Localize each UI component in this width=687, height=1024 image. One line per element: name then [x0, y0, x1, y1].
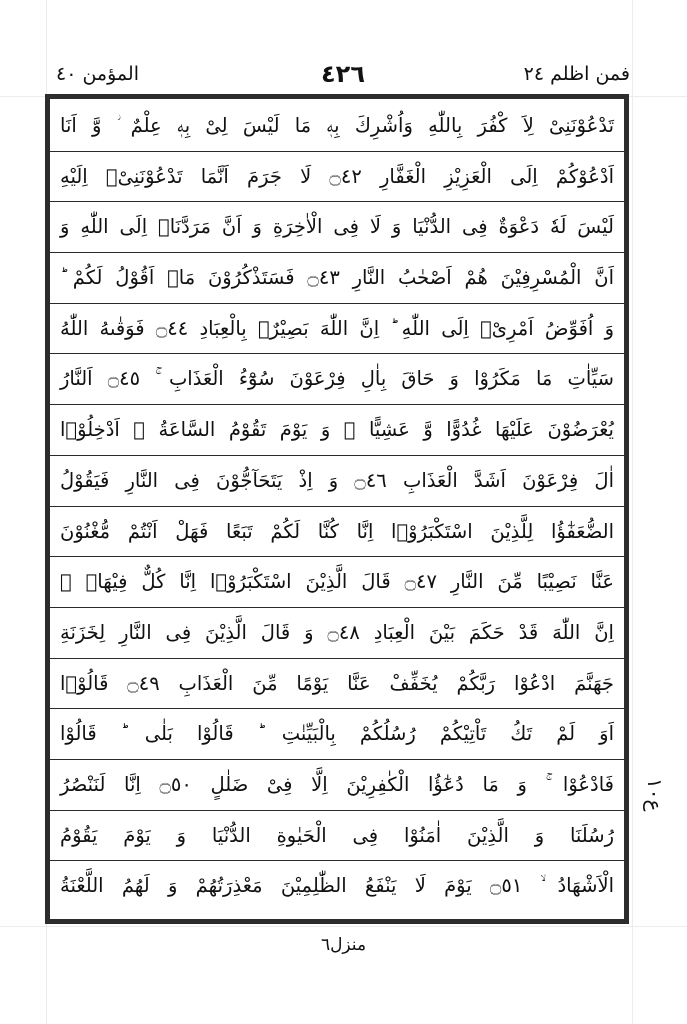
- text-line: الْاَشْهَادُ ۙ ۝٥١ یَوْمَ لَا یَنْفَعُ الظّٰلِمِیْنَ مَعْذِرَتُهُمْ وَ لَهُمُ اللَّعْنَةُ: [60, 874, 614, 898]
- ruku-marker: ع١٠: [643, 778, 667, 812]
- manzil-label: منزل٦: [320, 935, 367, 955]
- text-line: اِنَّ اللّٰهَ قَدْ حَكَمَ بَیْنَ الْعِبَادِ ۝٤٨ وَ قَالَ الَّذِیْنَ فِی النَّارِ لِخَزَنَةِ: [50, 608, 624, 659]
- surah-label: المؤمن ٤٠: [56, 63, 139, 85]
- text-line: یُعْرَضُوْنَ عَلَیْهَا غُدُوًّا وَّ عَشِیًّا ۚ وَ یَوْمَ تَقُوْمُ السَّاعَةُ ۫ اَدْخِلُوْۤا: [50, 405, 624, 456]
- text-line: فَادْعُوْا ۚ وَ مَا دُعٰٓؤُا الْكٰفِرِیْنَ اِلَّا فِیْ ضَلٰلٍ ۝٥٠ اِنَّا لَنَنْصُرُ: [50, 760, 624, 811]
- page-header: [50, 58, 636, 90]
- text-line: تَدْعُوْنَنِیْ لِاَ كْفُرَ بِاللّٰهِ وَاُشْرِكَ بِهٖ مَا لَیْسَ لِیْ بِهٖ عِلْمٌ ؗ وَّ اَنَا: [50, 101, 624, 152]
- juz-label: فمن اظلم ٢٤: [523, 63, 630, 85]
- text-line: اٰلَ فِرْعَوْنَ اَشَدَّ الْعَذَابِ ۝٤٦ وَ اِذْ یَتَحَآجُّوْنَ فِی النَّارِ فَیَقُوْلُ: [50, 456, 624, 507]
- text-line: رُسُلَنَا وَ الَّذِیْنَ اٰمَنُوْا فِی الْحَیٰوةِ الدُّنْیَا وَ یَوْمَ یَقُوْمُ: [50, 811, 624, 862]
- text-line: سَیِّاٰتِ مَا مَكَرُوْا وَ حَاقَ بِاٰلِ فِرْعَوْنَ سُوْٓءُ الْعَذَابِ ۚ ۝٤٥ اَلنَّارُ: [50, 354, 624, 405]
- text-line: اَدْعُوْكُمْ اِلَى الْعَزِیْزِ الْغَفَّارِ ۝٤٢ لَا جَرَمَ اَنَّمَا تَدْعُوْنَنِیْۤ اِلَیْهِ: [50, 152, 624, 203]
- text-frame: [45, 94, 629, 924]
- text-line: وَ اُفَوِّضُ اَمْرِیْۤ اِلَى اللّٰهِ ؕ اِنَّ اللّٰهَ بَصِیْرٌۢ بِالْعِبَادِ ۝٤٤ فَوَقٰىهُ اللّٰهُ: [50, 304, 624, 355]
- text-line: اَنَّ الْمُسْرِفِیْنَ هُمْ اَصْحٰبُ النَّارِ ۝٤٣ فَسَتَذْكُرُوْنَ مَاۤ اَقُوْلُ لَكُمْ ؕ: [50, 253, 624, 304]
- text-line: اَوَ لَمْ تَكُ تَاْتِیْكُمْ رُسُلُكُمْ بِالْبَیِّنٰتِ ؕ قَالُوْا بَلٰى ؕ قَالُوْا: [50, 709, 624, 760]
- page-number: ٤٢٦: [321, 60, 365, 88]
- text-line: عَنَّا نَصِیْبًا مِّنَ النَّارِ ۝٤٧ قَالَ الَّذِیْنَ اسْتَكْبَرُوْۤا اِنَّا كُلٌّ فِیْهَاۤ ۙ: [50, 557, 624, 608]
- text-line: جَهَنَّمَ ادْعُوْا رَبَّكُمْ یُخَفِّفْ عَنَّا یَوْمًا مِّنَ الْعَذَابِ ۝٤٩ قَالُوْۤا: [50, 659, 624, 710]
- text-line: لَیْسَ لَهٗ دَعْوَةٌ فِی الدُّنْیَا وَ لَا فِی الْاٰخِرَةِ وَ اَنَّ مَرَدَّنَاۤ اِلَى اللّٰهِ وَ: [50, 202, 624, 253]
- page-guide-bottom: [0, 926, 687, 927]
- page-guide-right: [632, 0, 633, 1024]
- text-line: الضُّعَفٰٓؤُا لِلَّذِیْنَ اسْتَكْبَرُوْۤا اِنَّا كُنَّا لَكُمْ تَبَعًا فَهَلْ اَنْتُمْ مُّغْنُوْنَ: [50, 507, 624, 558]
